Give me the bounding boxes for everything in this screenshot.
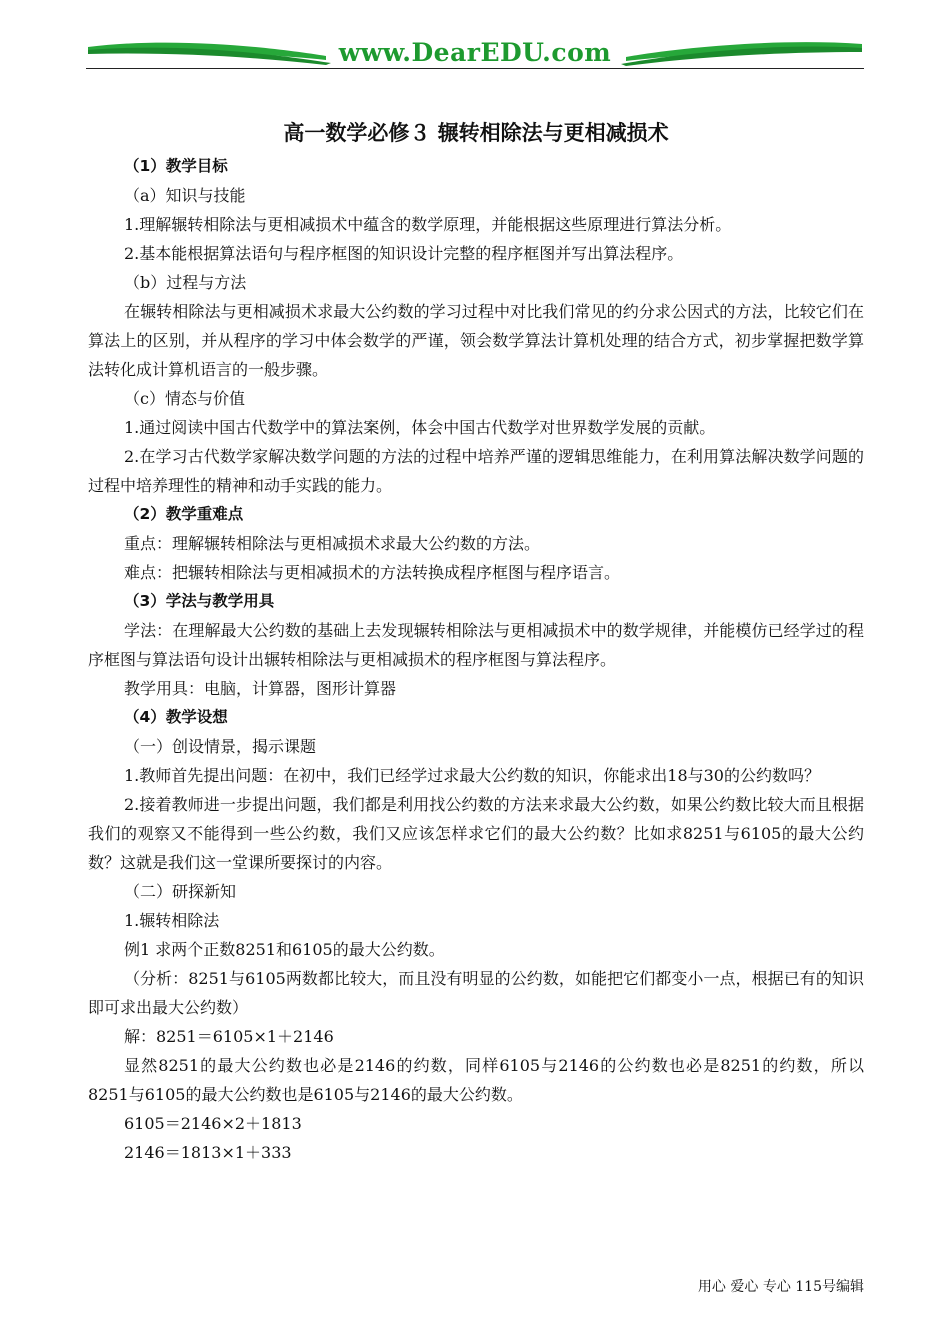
equation-line: 解：8251＝6105×1＋2146 [124,1027,334,1046]
paragraph: （分析：8251与6105两数都比较大，而且没有明显的公约数，如能把它们都变小一点，根据已有的知识即可求出最大公约数） [88,969,864,1017]
page-title: 高一数学必修３ 辗转相除法与更相减损术 [283,121,669,145]
paragraph: 在辗转相除法与更相减损术求最大公约数的学习过程中对比我们常见的约分求公因式的方法，比较它们在算法上的区别，并从程序的学习中体会数学的严谨，领会数学算法计算机处理的结合方式，初步掌握把数学算法转化成计算机语言的一般步骤。 [88,302,864,379]
subsection-heading: （一）创设情景，揭示课题 [124,737,317,756]
paragraph: 2.在学习古代数学家解决数学问题的方法的过程中培养严谨的逻辑思维能力，在利用算法解决数学问题的过程中培养理性的精神和动手实践的能力。 [88,447,864,495]
subsection-heading: （a）知识与技能 [124,186,246,205]
subsection-heading: （b）过程与方法 [124,273,247,292]
document-body [88,114,864,1167]
site-logo-text[interactable]: www.DearEDU.com [338,38,612,67]
paragraph: 教学用具：电脑，计算器，图形计算器 [124,679,397,698]
paragraph: 1.教师首先提出问题：在初中，我们已经学过求最大公约数的知识，你能求出18与30的公约数吗？ [124,766,820,785]
paragraph: 难点：把辗转相除法与更相减损术的方法转换成程序框图与程序语言。 [124,563,621,582]
paragraph: 1.通过阅读中国古代数学中的算法案例，体会中国古代数学对世界数学发展的贡献。 [124,418,716,437]
paragraph: 学法：在理解最大公约数的基础上去发现辗转相除法与更相减损术中的数学规律，并能模仿已经学过的程序框图与算法语句设计出辗转相除法与更相减损术的程序框图与算法程序。 [88,621,864,669]
paragraph: 例1 求两个正数8251和6105的最大公约数。 [124,940,445,959]
page-footer: 用心 爱心 专心 115号编辑 [697,1279,864,1295]
section-heading: （1）教学目标 [124,157,228,175]
subsection-heading: （c）情态与价值 [124,389,245,408]
subsection-heading: （二）研探新知 [124,882,237,901]
paragraph: 1.理解辗转相除法与更相减损术中蕴含的数学原理，并能根据这些原理进行算法分析。 [124,215,732,234]
equation-line: 6105＝2146×2＋1813 [124,1114,302,1133]
paragraph: 2.基本能根据算法语句与程序框图的知识设计完整的程序框图并写出算法程序。 [124,244,684,263]
paragraph: 重点：理解辗转相除法与更相减损术求最大公约数的方法。 [124,534,541,553]
header-divider [86,68,864,69]
section-heading: （3）学法与教学用具 [124,592,275,610]
paragraph: 1.辗转相除法 [124,911,220,930]
section-heading: （4）教学设想 [124,708,228,726]
equation-line: 2146＝1813×1＋333 [124,1143,292,1162]
paragraph: 2.接着教师进一步提出问题，我们都是利用找公约数的方法来求最大公约数，如果公约数比较大而且根据我们的观察又不能得到一些公约数，我们又应该怎样求它们的最大公约数？比如求8251与6105的最大公约数？这就是我们这一堂课所要探讨的内容。 [88,795,864,872]
site-header [86,30,864,76]
paragraph: 显然8251的最大公约数也必是2146的约数，同样6105与2146的公约数也必是8251的约数，所以8251与6105的最大公约数也是6105与2146的最大公约数。 [88,1056,864,1104]
section-heading: （2）教学重难点 [124,505,244,523]
